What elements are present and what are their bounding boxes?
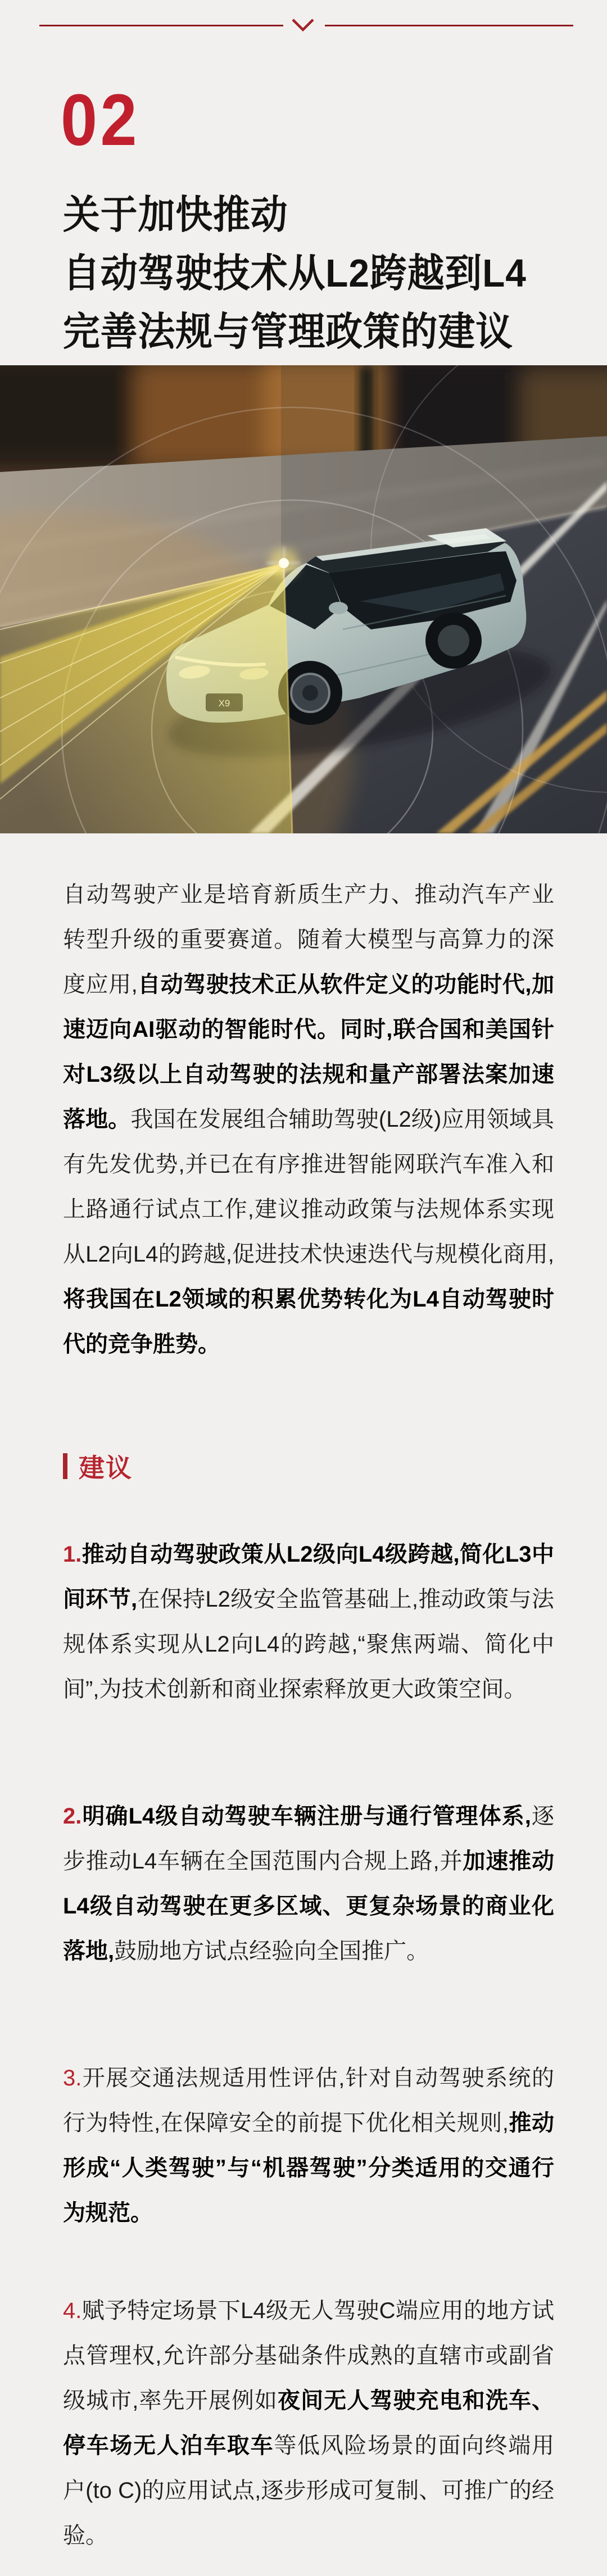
text-segment: 推动自动驾驶政策从L2级向L4级跨越,简化L3中间环节,	[63, 1542, 554, 1612]
text-segment: 鼓励地方试点经验向全国推广。	[114, 1939, 429, 1963]
text-segment: 自动驾驶技术正从软件定义的功能时代,加速迈向AI驱动的智能时代。同时,联合国和美国针对L3级以上自动驾驶的法规和量产部署法案加速落地。	[63, 972, 554, 1132]
text-segment: 4.	[63, 2298, 82, 2323]
title-line-3: 完善法规与管理政策的建议	[63, 310, 513, 353]
intro-paragraph	[63, 872, 554, 1367]
divider-line-left	[39, 25, 283, 26]
text-segment: 开展交通法规适用性评估,针对自动驾驶系统的行为特性,在保障安全的前提下优化相关规则,	[63, 2066, 554, 2135]
text-segment: 逐步推动L4车辆在全国范围内合规上路,并	[63, 1804, 555, 1874]
text-segment: 推动形成“人类驾驶”与“机器驾驶”分类适用的交通行为规范。	[63, 2111, 554, 2225]
text-segment: 自动驾驶产业是培育新质生产力、推动汽车产业转型升级的重要赛道。随着大模型与高算力的深度应用,	[63, 882, 554, 997]
title-line-2: 自动驾驶技术从L2跨越到L4	[63, 251, 527, 295]
text-segment: 加速推动L4级自动驾驶在更多区域、更复杂场景的商业化落地,	[63, 1849, 555, 1963]
recommendation-item-2	[63, 1794, 554, 1974]
hero-illustration	[0, 365, 607, 833]
title-line-1: 关于加快推动	[63, 193, 288, 237]
text-segment: 2.	[63, 1804, 82, 1829]
hero-image	[0, 365, 607, 833]
recommendation-item-4	[63, 2288, 554, 2558]
section-number: 02	[61, 79, 140, 161]
text-segment: 在保持L2级安全监管基础上,推动政策与法规体系实现从L2向L4的跨越,“聚焦两端、简化中间”,为技术创新和商业探索释放更大政策空间。	[63, 1587, 554, 1702]
text-segment: 3.	[63, 2066, 82, 2090]
chevron-down-icon	[291, 18, 315, 33]
divider-line-right	[325, 25, 573, 26]
text-segment: 赋予特定场景下L4级无人驾驶C端应用的地方试点管理权,允许部分基础条件成熟的直辖市或副省级城市,率先开展例如	[63, 2298, 554, 2413]
text-segment: 1.	[63, 1542, 82, 1567]
text-segment: 将我国在L2领域的积累优势转化为L4自动驾驶时代的竞争胜势。	[63, 1287, 554, 1357]
recommendation-item-3	[63, 2056, 554, 2235]
header-accent-bar	[63, 1453, 67, 1479]
text-segment: 我国在发展组合辅助驾驶(L2级)应用领域具有先发优势,并已在有序推进智能网联汽车准入和上路通行试点工作,建议推动政策与法规体系实现从L2向L4的跨越,促进技术快速迭代与规模化商用,	[63, 1107, 555, 1267]
text-segment: 明确L4级自动驾驶车辆注册与通行管理体系,	[81, 1804, 531, 1829]
text-segment: 夜间无人驾驶充电和洗车、停车场无人泊车取车	[63, 2388, 554, 2458]
recommendations-header	[63, 1448, 133, 1485]
page-title	[63, 185, 570, 361]
recommendations-header-label: 建议	[79, 1453, 133, 1482]
recommendation-item-1	[63, 1532, 554, 1712]
text-segment: 等低风险场景的面向终端用户(to C)的应用试点,逐步形成可复制、可推广的经验。	[63, 2433, 555, 2548]
